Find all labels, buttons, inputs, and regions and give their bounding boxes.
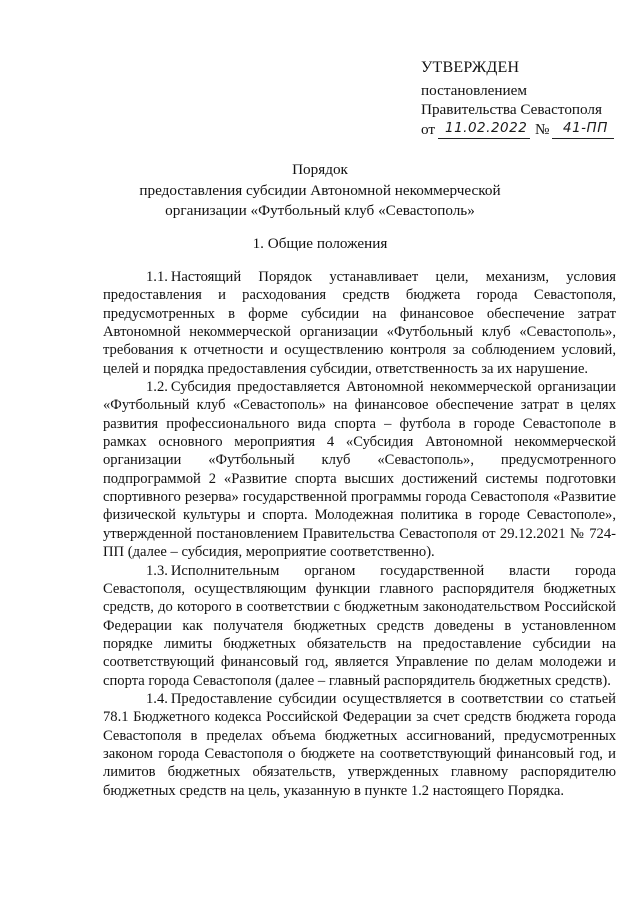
approval-number-handwritten: 41-ПП	[563, 119, 608, 136]
document-title-line-3: организации «Футбольный клуб «Севастополь»	[165, 202, 475, 219]
approval-line-decree: постановлением	[421, 81, 528, 99]
paragraph-1-2	[103, 378, 616, 561]
paragraph-1-3	[103, 562, 616, 690]
approval-number-prefix: №	[535, 120, 550, 138]
approval-date-handwritten: 11.02.2022	[445, 119, 528, 136]
approval-date-prefix: от	[421, 120, 436, 138]
paragraph-number: 1.3.	[146, 562, 168, 579]
paragraph-1-1	[103, 268, 616, 378]
approval-stamp	[421, 58, 621, 142]
paragraph-text: Предоставление субсидии осуществляется в соответствии со статьей 78.1 Бюджетного кодекса Российской Федерации за счет средств бюджета города Севастополя в пределах объема бюджетных ассигнований, предусмотренных законом города Севастополя о бюджете на соответствующий финансовый год, и лимитов бюджетных обязательств, утвержденных главному распорядителю бюджетных средств на цель, указанную в пункте 1.2 настоящего Порядка.	[103, 690, 616, 799]
document-title-line-1: Порядок	[292, 161, 348, 178]
paragraph-text: Настоящий Порядок устанавливает цели, механизм, условия предоставления и расходования средств бюджета города Севастополя, предусмотренных в форме субсидии на финансовое обеспечение затрат Автономной некоммерческой организации «Футбольный клуб «Севастополь», требования к отчетности и осуществлению контроля за соблюдением условий, целей и порядка предоставления субсидии, ответственность за их нарушение.	[103, 269, 616, 377]
document-body	[103, 268, 616, 800]
approval-number-underline	[552, 138, 614, 139]
approval-date-number-line	[421, 120, 621, 142]
document-title-line-2: предоставления субсидии Автономной некоммерческой	[139, 181, 501, 199]
paragraph-1-4	[103, 690, 616, 800]
section-heading: 1. Общие положения	[252, 235, 388, 252]
approval-date-underline	[438, 138, 530, 139]
paragraph-number: 1.2.	[146, 379, 168, 396]
paragraph-text: Исполнительным органом государственной власти города Севастополя, осуществляющим функции главного распорядителя бюджетных средств, до которого в соответствии с бюджетным законодательством Российской Федерации как получателя бюджетных средств доведены в установленном порядке лимиты бюджетных обязательств на предоставление субсидии на соответствующий финансовый год, является Управление по делам молодежи и спорта города Севастополя (далее – главный распорядитель бюджетных средств).	[103, 562, 616, 689]
paragraph-number: 1.1.	[146, 269, 168, 285]
approval-title: УТВЕРЖДЕН	[421, 59, 520, 76]
paragraph-number: 1.4.	[146, 690, 168, 707]
document-title	[90, 160, 550, 222]
paragraph-text: Субсидия предоставляется Автономной некоммерческой организации «Футбольный клуб «Севастополь» на финансовое обеспечение затрат в целях развития профессионального вида спорта – футбола в городе Севастополе в рамках основного мероприятия 4 «Субсидия Автономной некоммерческой организации «Футбольный клуб «Севастополь», предусмотренного подпрограммой 2 «Развитие спорта высших достижений системы подготовки спортивного резерва» государственной программы города Севастополя «Развитие физической культуры и спорта. Молодежная политика в городе Севастополе», утвержденной постановлением Правительства Севастополя от 29.12.2021 № 724-ПП (далее – субсидия, мероприятие соответственно).	[103, 379, 616, 561]
approval-line-government: Правительства Севастополя	[421, 101, 602, 118]
